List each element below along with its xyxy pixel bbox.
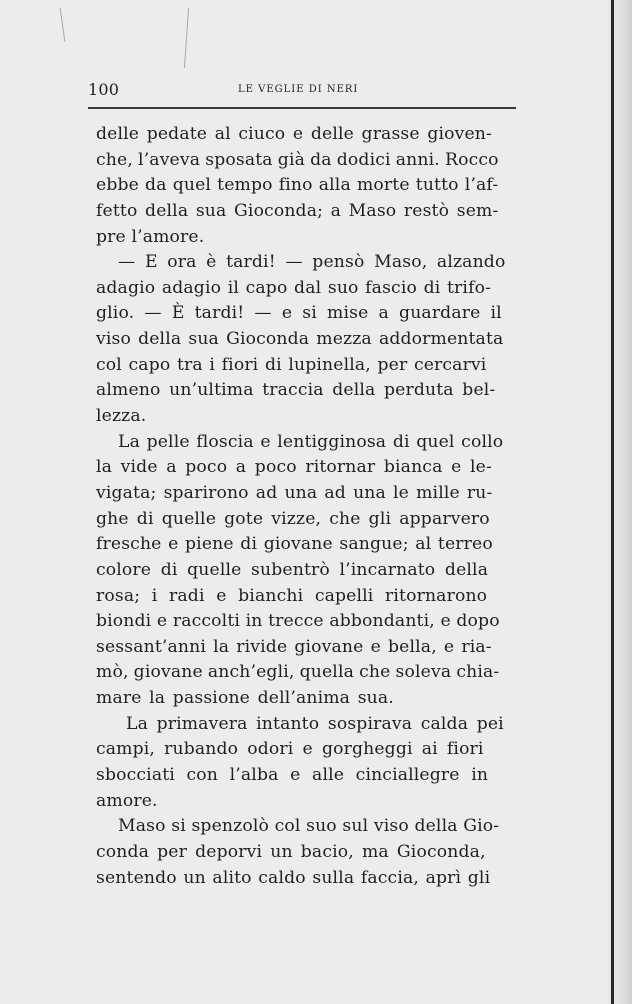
- text-line: almeno un’ultima traccia della perduta bel-: [96, 380, 496, 401]
- text-line: mò, giovane anch’egli, quella che soleva chia-: [96, 662, 500, 683]
- text-line: mare la passione dell’anima sua.: [96, 688, 394, 709]
- text-line: ghe di quelle gote vizze, che gli apparvero: [96, 508, 490, 529]
- text-line: biondi e raccolti in trecce abbondanti, e dopo: [96, 611, 500, 632]
- text-line: — E ora è tardi! — pensò Maso, alzando: [118, 252, 506, 273]
- text-line: sessant’anni la rivide giovane e bella, e ria-: [96, 636, 492, 657]
- text-line: vigata; sparirono ad una ad una le mille ru-: [96, 482, 493, 503]
- text-line: glio. — È tardi! — e si mise a guardare il: [96, 303, 502, 324]
- text-line: amore.: [96, 790, 158, 811]
- page-header: [88, 80, 516, 104]
- text-line: ebbe da quel tempo fino alla morte tutto l’af-: [96, 175, 499, 196]
- text-line: la vide a poco a poco ritornar bianca e le-: [96, 457, 492, 478]
- running-title: LE VEGLIE DI NERI: [238, 84, 359, 95]
- paper-scratch-mark: [184, 8, 189, 68]
- page-gutter-shadow: [604, 0, 632, 1004]
- text-line: col capo tra i fiori di lupinella, per cercarvi: [96, 354, 487, 375]
- text-line: La pelle floscia e lentigginosa di quel collo: [118, 431, 504, 452]
- text-line: La primavera intanto sospirava calda pei: [126, 713, 504, 734]
- text-line: conda per deporvi un bacio, ma Gioconda,: [96, 841, 486, 862]
- text-line: Maso si spenzolò col suo sul viso della Gio-: [118, 816, 500, 837]
- text-line: delle pedate al ciuco e delle grasse gioven-: [96, 124, 492, 144]
- paper-scratch-mark: [60, 8, 66, 42]
- page-edge: [611, 0, 614, 1004]
- text-line: sentendo un alito caldo sulla faccia, aprì gli: [96, 867, 491, 888]
- page-number: 100: [88, 80, 120, 99]
- header-rule: [88, 107, 516, 109]
- text-line: rosa; i radi e bianchi capelli ritornarono: [96, 585, 488, 606]
- text-line: colore di quelle subentrò l’incarnato della: [96, 559, 489, 580]
- text-line: lezza.: [96, 406, 147, 427]
- text-line: fresche e piene di giovane sangue; al terreo: [96, 534, 493, 555]
- text-line: viso della sua Gioconda mezza addormentata: [96, 329, 504, 350]
- text-line: adagio adagio il capo dal suo fascio di trifo-: [96, 277, 492, 298]
- text-line: sbocciati con l’alba e alle cinciallegre in: [96, 765, 489, 786]
- text-line: fetto della sua Gioconda; a Maso restò sem-: [96, 200, 499, 221]
- text-line: pre l’amore.: [96, 226, 205, 247]
- body-text: [96, 122, 530, 891]
- text-line: campi, rubando odori e gorgheggi ai fiori: [96, 739, 484, 760]
- text-line: che, l’aveva sposata già da dodici anni. Rocco: [96, 149, 499, 170]
